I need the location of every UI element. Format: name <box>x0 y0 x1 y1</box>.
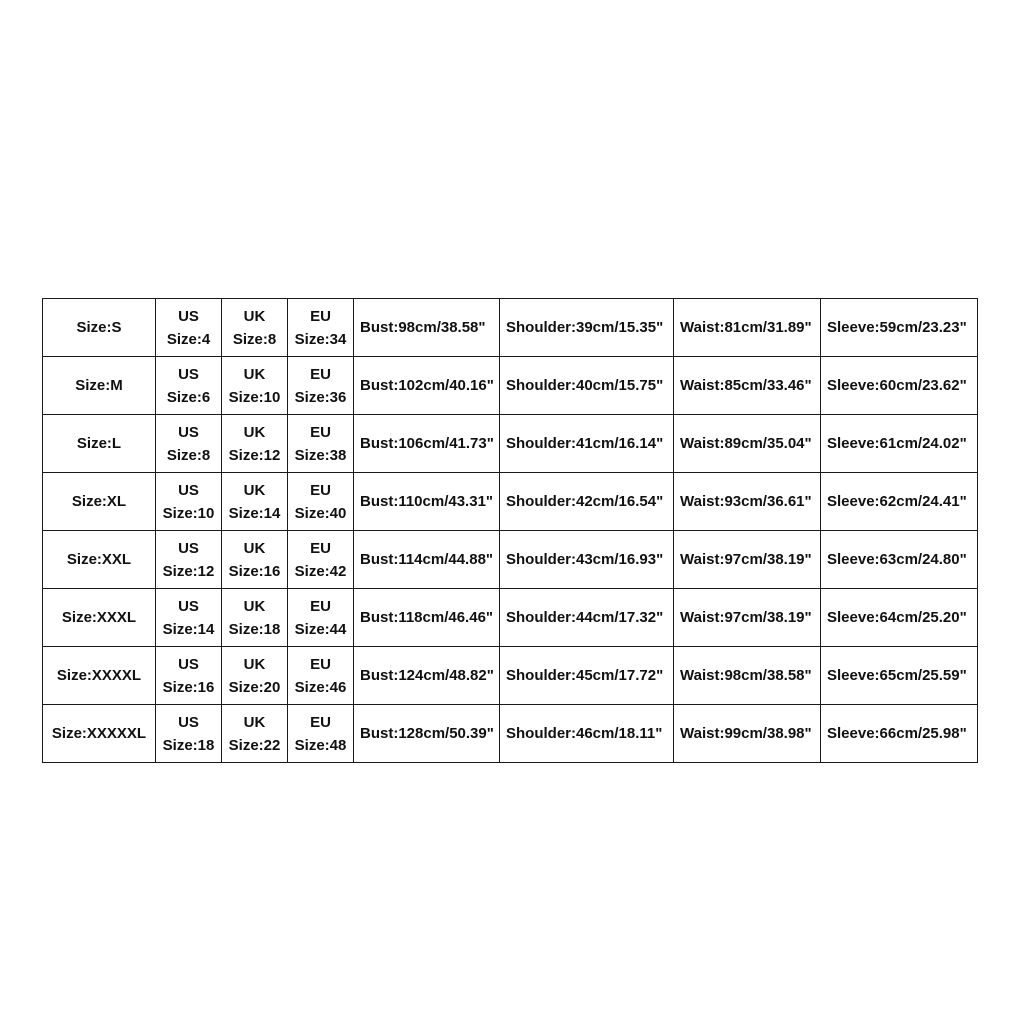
size-name-cell: Size:XXXL <box>43 589 156 647</box>
us-size-value: Size:14 <box>162 620 215 638</box>
shoulder-cell: Shoulder:46cm/18.11" <box>500 705 674 763</box>
eu-size-cell <box>288 647 354 705</box>
us-size-value: Size:6 <box>166 388 211 406</box>
shoulder-cell: Shoulder:43cm/16.93" <box>500 531 674 589</box>
eu-size-value: Size:34 <box>294 330 347 348</box>
eu-size-value: Size:38 <box>294 446 347 464</box>
size-name-cell: Size:XL <box>43 473 156 531</box>
size-chart-body <box>43 299 978 763</box>
uk-size-cell <box>222 473 288 531</box>
eu-size-value: Size:46 <box>294 678 347 696</box>
us-size-cell <box>156 531 222 589</box>
uk-size-value: Size:14 <box>228 504 281 522</box>
us-size-value: Size:10 <box>162 504 215 522</box>
eu-size-value: Size:40 <box>294 504 347 522</box>
uk-label: UK <box>243 481 266 499</box>
eu-label: EU <box>310 713 331 731</box>
eu-size-cell <box>288 415 354 473</box>
eu-label: EU <box>310 423 331 441</box>
uk-size-value: Size:16 <box>228 562 281 580</box>
uk-size-value: Size:8 <box>232 330 277 348</box>
waist-cell: Waist:93cm/36.61" <box>674 473 821 531</box>
eu-size-cell <box>288 705 354 763</box>
us-label: US <box>178 423 199 441</box>
size-row <box>43 531 978 589</box>
shoulder-cell: Shoulder:40cm/15.75" <box>500 357 674 415</box>
us-size-cell <box>156 589 222 647</box>
sleeve-cell: Sleeve:61cm/24.02" <box>821 415 978 473</box>
us-label: US <box>178 539 199 557</box>
uk-size-value: Size:12 <box>228 446 281 464</box>
uk-label: UK <box>243 307 266 325</box>
uk-label: UK <box>243 713 266 731</box>
us-label: US <box>178 365 199 383</box>
sleeve-cell: Sleeve:66cm/25.98" <box>821 705 978 763</box>
uk-size-cell <box>222 589 288 647</box>
waist-cell: Waist:99cm/38.98" <box>674 705 821 763</box>
eu-label: EU <box>310 655 331 673</box>
uk-size-cell <box>222 415 288 473</box>
us-size-value: Size:16 <box>162 678 215 696</box>
us-size-value: Size:4 <box>166 330 211 348</box>
us-label: US <box>178 713 199 731</box>
waist-cell: Waist:89cm/35.04" <box>674 415 821 473</box>
us-size-cell <box>156 357 222 415</box>
size-name-cell: Size:L <box>43 415 156 473</box>
eu-size-value: Size:44 <box>294 620 347 638</box>
sleeve-cell: Sleeve:59cm/23.23" <box>821 299 978 357</box>
us-size-value: Size:12 <box>162 562 215 580</box>
shoulder-cell: Shoulder:42cm/16.54" <box>500 473 674 531</box>
size-row <box>43 589 978 647</box>
eu-size-cell <box>288 473 354 531</box>
us-size-cell <box>156 299 222 357</box>
bust-cell: Bust:118cm/46.46" <box>354 589 500 647</box>
eu-size-cell <box>288 589 354 647</box>
bust-cell: Bust:98cm/38.58" <box>354 299 500 357</box>
uk-size-cell <box>222 705 288 763</box>
size-row <box>43 647 978 705</box>
bust-cell: Bust:114cm/44.88" <box>354 531 500 589</box>
bust-cell: Bust:110cm/43.31" <box>354 473 500 531</box>
sleeve-cell: Sleeve:60cm/23.62" <box>821 357 978 415</box>
uk-size-value: Size:18 <box>228 620 281 638</box>
us-label: US <box>178 481 199 499</box>
us-size-value: Size:8 <box>166 446 211 464</box>
size-row <box>43 473 978 531</box>
size-name-cell: Size:XXXXL <box>43 647 156 705</box>
uk-size-cell <box>222 531 288 589</box>
us-size-value: Size:18 <box>162 736 215 754</box>
bust-cell: Bust:128cm/50.39" <box>354 705 500 763</box>
size-name-cell: Size:S <box>43 299 156 357</box>
sleeve-cell: Sleeve:64cm/25.20" <box>821 589 978 647</box>
uk-size-cell <box>222 647 288 705</box>
eu-label: EU <box>310 481 331 499</box>
size-row <box>43 299 978 357</box>
bust-cell: Bust:102cm/40.16" <box>354 357 500 415</box>
sleeve-cell: Sleeve:62cm/24.41" <box>821 473 978 531</box>
sleeve-cell: Sleeve:63cm/24.80" <box>821 531 978 589</box>
eu-label: EU <box>310 365 331 383</box>
us-size-cell <box>156 473 222 531</box>
us-label: US <box>178 597 199 615</box>
uk-size-value: Size:20 <box>228 678 281 696</box>
eu-size-cell <box>288 531 354 589</box>
size-row <box>43 357 978 415</box>
uk-size-value: Size:22 <box>228 736 281 754</box>
waist-cell: Waist:97cm/38.19" <box>674 531 821 589</box>
size-row <box>43 705 978 763</box>
size-chart-table <box>42 298 978 763</box>
eu-label: EU <box>310 307 331 325</box>
uk-label: UK <box>243 365 266 383</box>
uk-label: UK <box>243 597 266 615</box>
uk-label: UK <box>243 655 266 673</box>
size-name-cell: Size:XXXXXL <box>43 705 156 763</box>
uk-label: UK <box>243 539 266 557</box>
uk-size-cell <box>222 299 288 357</box>
shoulder-cell: Shoulder:44cm/17.32" <box>500 589 674 647</box>
us-size-cell <box>156 415 222 473</box>
shoulder-cell: Shoulder:39cm/15.35" <box>500 299 674 357</box>
waist-cell: Waist:98cm/38.58" <box>674 647 821 705</box>
us-label: US <box>178 307 199 325</box>
waist-cell: Waist:81cm/31.89" <box>674 299 821 357</box>
us-size-cell <box>156 647 222 705</box>
sleeve-cell: Sleeve:65cm/25.59" <box>821 647 978 705</box>
eu-size-cell <box>288 357 354 415</box>
shoulder-cell: Shoulder:45cm/17.72" <box>500 647 674 705</box>
eu-label: EU <box>310 539 331 557</box>
size-row <box>43 415 978 473</box>
us-label: US <box>178 655 199 673</box>
eu-size-value: Size:42 <box>294 562 347 580</box>
shoulder-cell: Shoulder:41cm/16.14" <box>500 415 674 473</box>
us-size-cell <box>156 705 222 763</box>
size-name-cell: Size:XXL <box>43 531 156 589</box>
eu-label: EU <box>310 597 331 615</box>
eu-size-value: Size:36 <box>294 388 347 406</box>
size-name-cell: Size:M <box>43 357 156 415</box>
waist-cell: Waist:85cm/33.46" <box>674 357 821 415</box>
waist-cell: Waist:97cm/38.19" <box>674 589 821 647</box>
uk-size-value: Size:10 <box>228 388 281 406</box>
bust-cell: Bust:124cm/48.82" <box>354 647 500 705</box>
uk-size-cell <box>222 357 288 415</box>
eu-size-cell <box>288 299 354 357</box>
bust-cell: Bust:106cm/41.73" <box>354 415 500 473</box>
eu-size-value: Size:48 <box>294 736 347 754</box>
uk-label: UK <box>243 423 266 441</box>
